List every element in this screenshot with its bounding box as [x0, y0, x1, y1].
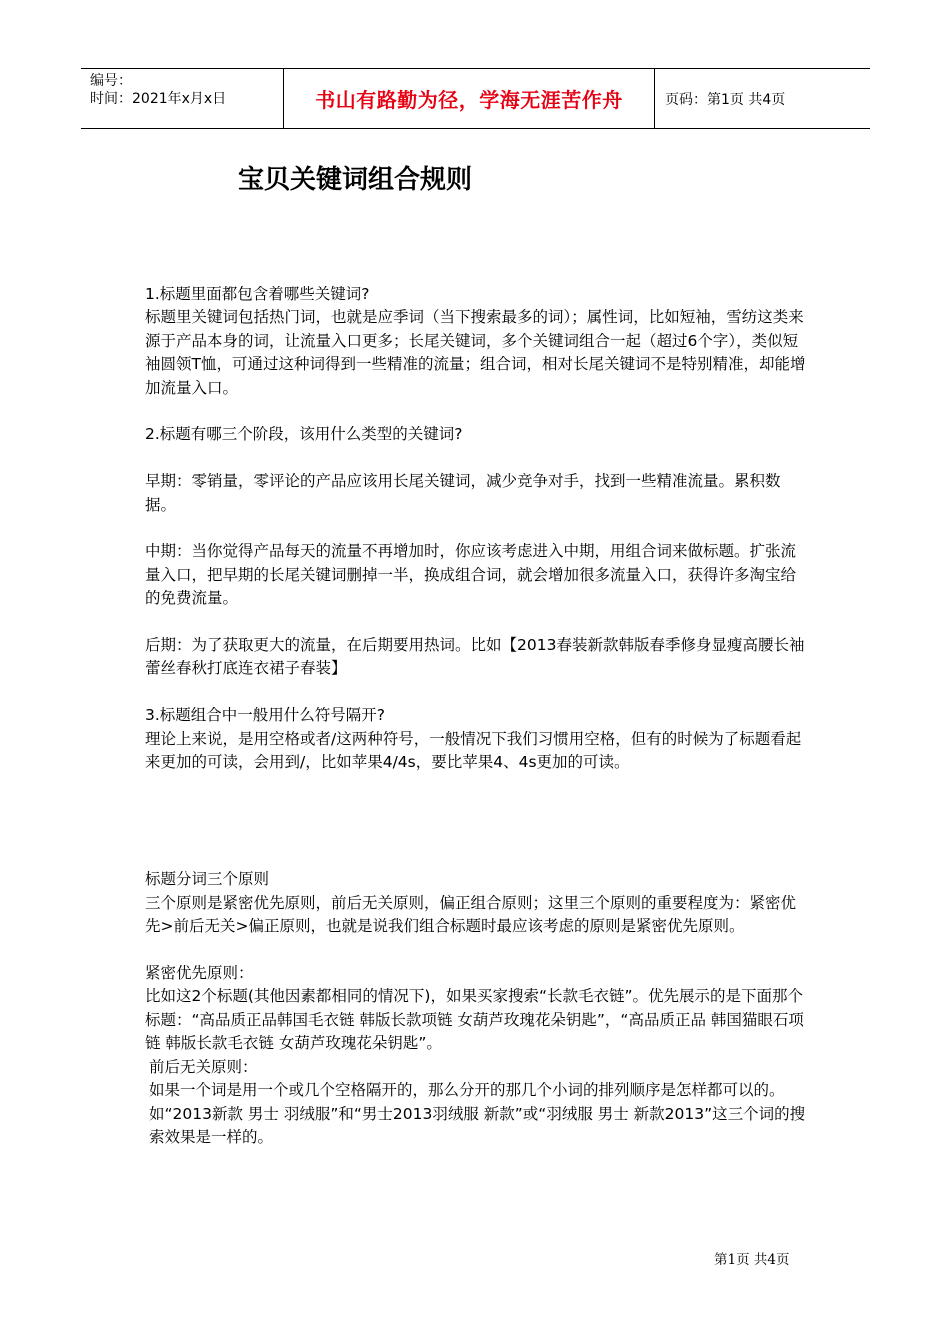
motto: 书山有路勤为径，学海无涯苦作舟	[315, 88, 623, 112]
header-meta	[81, 69, 283, 128]
q2-early-stage: 早期：零销量，零评论的产品应该用长尾关键词，减少竞争对手，找到一些精准流量。累积数据。	[145, 472, 781, 514]
footer-page-number: 第1页 共4页	[714, 1252, 790, 1268]
tight-priority-body: 比如这2个标题(其他因素都相同的情况下)，如果买家搜索“长款毛衣链”。优先展示的是下面那个标题：“高品质正品韩国毛衣链 韩版长款项链 女葫芦玫瑰花朵钥匙”，“高品质正品 韩国猫眼石项链 韩版长款毛衣链 女葫芦玫瑰花朵钥匙”。	[145, 987, 804, 1053]
q3-heading: 3.标题组合中一般用什么符号隔开?	[145, 706, 386, 725]
document-title: 宝贝关键词组合规则	[238, 165, 473, 195]
tight-priority-heading: 紧密优先原则：	[145, 964, 254, 983]
order-independent-heading: 前后无关原则：	[149, 1057, 258, 1076]
time-label: 时间：2021年x月x日	[90, 91, 227, 107]
rules-heading: 标题分词三个原则	[145, 870, 270, 889]
header-table	[81, 68, 870, 129]
header-motto-cell	[283, 69, 655, 128]
q1-heading: 1.标题里面都包含着哪些关键词?	[145, 285, 370, 303]
order-independent-body: 如果一个词是用一个或几个空格隔开的，那么分开的那几个小词的排列顺序是怎样都可以的。如“2013新款 男士 羽绒服”和“男士2013羽绒服 新款”或“羽绒服 男士 新款2013”这三个词的搜索效果是一样的。	[149, 1081, 806, 1146]
rules-body: 三个原则是紧密优先原则，前后无关原则，偏正组合原则；这里三个原则的重要程度为：紧密优先>前后无关>偏正原则，也就是说我们组合标题时最应该考虑的原则是紧密优先原则。	[145, 893, 797, 936]
q2-heading: 2.标题有哪三个阶段，该用什么类型的关键词?	[145, 425, 463, 444]
header-page-cell	[655, 69, 870, 128]
q1-body: 标题里关键词包括热门词，也就是应季词（当下搜索最多的词）；属性词，比如短袖，雪纺这类来源于产品本身的词，让流量入口更多；长尾关键词，多个关键词组合一起（超过6个字），类似短袖圆领T恤，可通过这种词得到一些精准的流量；组合词，相对长尾关键词不是特别精准，却能增加流量入口。	[145, 308, 806, 397]
q2-mid-stage: 中期：当你觉得产品每天的流量不再增加时，你应该考虑进入中期，用组合词来做标题。扩张流量入口，把早期的长尾关键词删掉一半，换成组合词，就会增加很多流量入口，获得许多淘宝给的免费流量。	[145, 542, 797, 608]
q2-late-stage: 后期：为了获取更大的流量，在后期要用热词。比如【2013春装新款韩版春季修身显瘦高腰长袖蕾丝春秋打底连衣裙子春装】	[145, 636, 805, 678]
q3-body: 理论上来说，是用空格或者/这两种符号，一般情况下我们习惯用空格，但有的时候为了标题看起来更加的可读，会用到/，比如苹果4/4s，要比苹果4、4s更加的可读。	[145, 729, 802, 772]
number-label: 编号：	[90, 73, 132, 89]
document-body	[145, 283, 810, 1149]
header-page-label: 页码：第1页 共4页	[665, 91, 786, 108]
